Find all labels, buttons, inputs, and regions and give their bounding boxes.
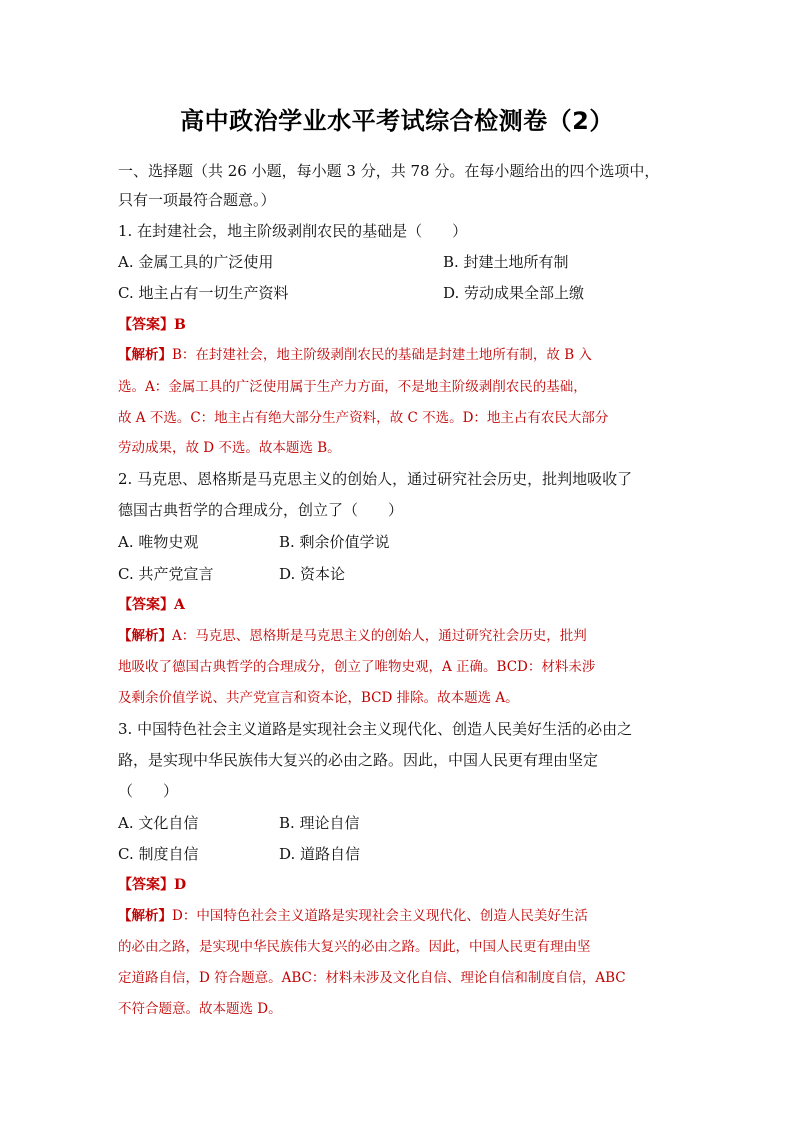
question-1-answer <box>118 315 186 335</box>
question-1-explanation-line-3: 故 A 不选。C：地主占有绝大部分生产资料，故 C 不选。D：地主占有农民大部分 <box>118 410 609 426</box>
question-2-stem-line-2: 德国古典哲学的合理成分，创立了（ ） <box>118 501 404 519</box>
question-2-stem-line-1: 2. 马克思、恩格斯是马克思主义的创始人，通过研究社会历史，批判地吸收了 <box>118 470 633 488</box>
question-3-explanation-line-3: 定道路自信，D 符合题意。ABC：材料未涉及文化自信、理论自信和制度自信，ABC <box>118 970 626 986</box>
question-3-option-b: B. 理论自信 <box>279 814 360 832</box>
question-1-option-a: A. 金属工具的广泛使用 <box>118 253 274 271</box>
question-3-option-a: A. 文化自信 <box>118 814 199 832</box>
question-2-explanation-line-1 <box>118 626 587 646</box>
explanation-text: A：马克思、恩格斯是马克思主义的创始人，通过研究社会历史，批判 <box>172 628 587 644</box>
question-1-explanation-line-1 <box>118 345 592 365</box>
question-3-option-d: D. 道路自信 <box>279 845 361 863</box>
explanation-tag: 【解析】 <box>118 908 172 924</box>
question-3-answer <box>118 875 186 895</box>
question-2-option-b: B. 剩余价值学说 <box>279 533 390 551</box>
question-1-option-d: D. 劳动成果全部上缴 <box>443 284 585 302</box>
question-3-stem-line-3: （ ） <box>118 782 179 800</box>
question-2-answer <box>118 595 185 615</box>
section-instructions-line-2: 只有一项最符合题意。） <box>118 191 276 209</box>
page-title: 高中政治学业水平考试综合检测卷（2） <box>180 107 614 135</box>
question-3-stem-line-2: 路，是实现中华民族伟大复兴的必由之路。因此，中国人民更有理由坚定 <box>118 751 599 769</box>
question-3-option-c: C. 制度自信 <box>118 845 199 863</box>
answer-value: A <box>174 597 185 613</box>
answer-tag: 【答案】 <box>118 317 174 333</box>
question-3-explanation-line-1 <box>118 906 588 926</box>
question-1-explanation-line-2: 选。A：金属工具的广泛使用属于生产力方面，不是地主阶级剥削农民的基础， <box>118 379 587 395</box>
question-2-option-c: C. 共产党宣言 <box>118 565 214 583</box>
answer-tag: 【答案】 <box>118 877 174 893</box>
question-3-stem-line-1: 3. 中国特色社会主义道路是实现社会主义现代化、创造人民美好生活的必由之 <box>118 720 633 738</box>
question-1-option-c: C. 地主占有一切生产资料 <box>118 284 289 302</box>
explanation-text: D：中国特色社会主义道路是实现社会主义现代化、创造人民美好生活 <box>172 908 588 924</box>
explanation-tag: 【解析】 <box>118 347 172 363</box>
question-2-explanation-line-2: 地吸收了德国古典哲学的合理成分，创立了唯物史观，A 正确。BCD：材料未涉 <box>118 659 596 675</box>
question-1-option-b: B. 封建土地所有制 <box>443 253 569 271</box>
explanation-tag: 【解析】 <box>118 628 172 644</box>
answer-value: D <box>174 877 187 893</box>
question-2-option-a: A. 唯物史观 <box>118 533 199 551</box>
question-1-explanation-line-4: 劳动成果，故 D 不选。故本题选 B。 <box>118 440 341 456</box>
answer-value: B <box>174 317 186 333</box>
section-instructions-line-1: 一、选择题（共 26 小题，每小题 3 分，共 78 分。在每小题给出的四个选项中， <box>118 162 660 180</box>
question-2-explanation-line-3: 及剩余价值学说、共产党宣言和资本论，BCD 排除。故本题选 A。 <box>118 690 519 706</box>
question-3-explanation-line-2: 的必由之路，是实现中华民族伟大复兴的必由之路。因此，中国人民更有理由坚 <box>118 939 591 955</box>
explanation-text: B：在封建社会，地主阶级剥削农民的基础是封建土地所有制，故 B 入 <box>172 347 592 363</box>
question-1-stem: 1. 在封建社会，地主阶级剥削农民的基础是（ ） <box>118 222 468 240</box>
question-3-explanation-line-4: 不符合题意。故本题选 D。 <box>118 1001 282 1017</box>
question-2-option-d: D. 资本论 <box>279 565 346 583</box>
answer-tag: 【答案】 <box>118 597 174 613</box>
